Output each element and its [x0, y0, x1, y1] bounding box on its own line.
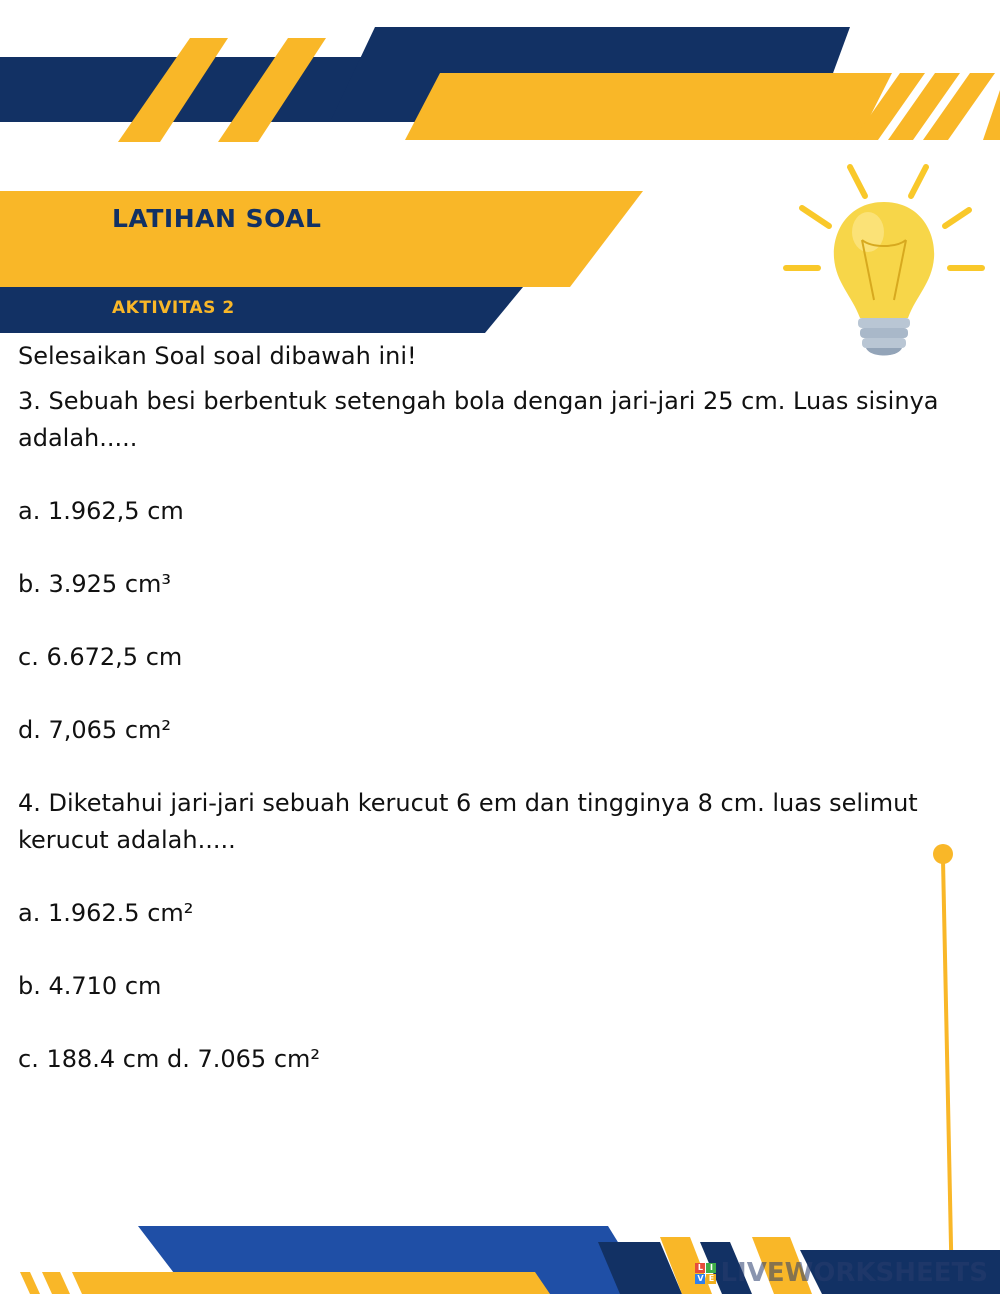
option-c[interactable]: c. 6.672,5 cm [18, 643, 183, 671]
watermark [695, 1258, 988, 1288]
logo-letter: L [695, 1263, 705, 1273]
option-b[interactable]: b. 3.925 cm³ [18, 570, 172, 598]
worksheet-content [18, 338, 978, 1078]
logo-letter: I [706, 1263, 716, 1273]
question-3 [18, 383, 978, 749]
liveworksheets-logo-icon [695, 1263, 716, 1284]
watermark-text: LIVEWORKSHEETS [720, 1258, 988, 1288]
question-text: 4. Diketahui jari-jari sebuah kerucut 6 em dan tingginya 8 cm. luas selimut kerucut adalah..... [18, 789, 918, 854]
page-subtitle: AKTIVITAS 2 [112, 298, 235, 318]
question-text: 3. Sebuah besi berbentuk setengah bola dengan jari-jari 25 cm. Luas sisinya adalah..... [18, 387, 939, 452]
logo-letter: E [706, 1274, 716, 1284]
lightbulb-icon [786, 167, 982, 356]
page-title: LATIHAN SOAL [112, 204, 322, 233]
option-c-d[interactable]: c. 188.4 cm d. 7.065 cm² [18, 1045, 321, 1073]
option-a[interactable]: a. 1.962,5 cm [18, 497, 184, 525]
option-d[interactable]: d. 7,065 cm² [18, 716, 172, 744]
title-banner [0, 191, 643, 333]
logo-letter: V [697, 1273, 704, 1283]
instruction-text: Selesaikan Soal soal dibawah ini! [18, 342, 417, 370]
option-a[interactable]: a. 1.962.5 cm² [18, 899, 194, 927]
question-4 [18, 785, 978, 1078]
option-b[interactable]: b. 4.710 cm [18, 972, 162, 1000]
